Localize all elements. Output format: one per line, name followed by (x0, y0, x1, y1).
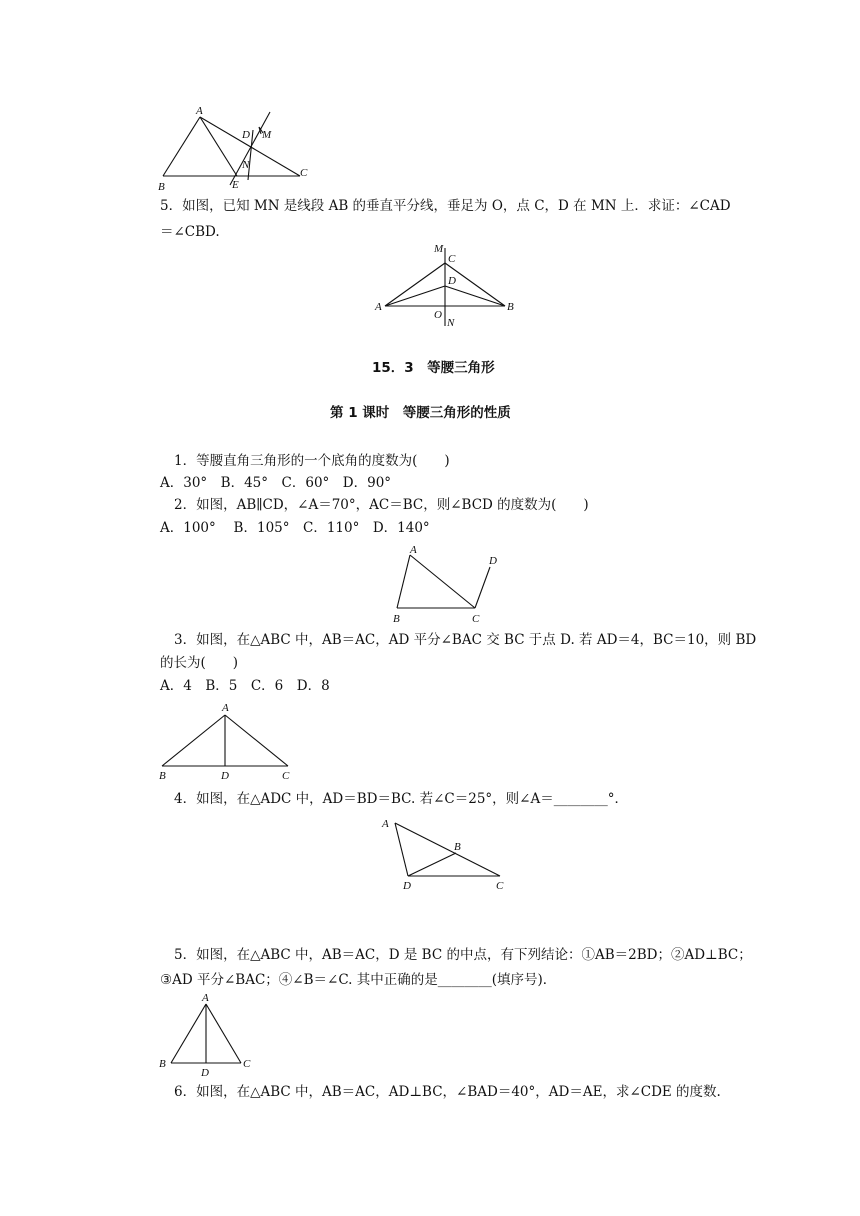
fig-top-label-n: N (242, 159, 250, 171)
q6-stem: 6．如图，在△ABC 中，AB＝AC，AD⊥BC，∠BAD＝40°，AD＝AE，求∠CDE 的度数. (174, 1084, 721, 1100)
fig-q3-label-b: B (159, 770, 166, 782)
figure-q3 (155, 700, 305, 785)
fig-q2-label-d: D (489, 555, 497, 567)
q5-line2: ③AD 平分∠BAC；④∠B＝∠C. 其中正确的是________(填序号)． (160, 972, 557, 988)
fig-q2-label-b: B (393, 613, 400, 625)
fig-q4-label-b: B (454, 841, 461, 853)
q5-line1: 5．如图，在△ABC 中，AB＝AC，D 是 BC 的中点，有下列结论：①AB＝2BD；②AD⊥BC； (174, 947, 752, 963)
fig-top-label-a: A (196, 105, 203, 117)
fig-top-label-d: D (242, 129, 250, 141)
q2-options: A．100° B．105° C．110° D．140° (160, 520, 430, 536)
fig-q4-label-d: D (403, 880, 411, 892)
fig-q3-label-a: A (222, 702, 229, 714)
q3-line1: 3．如图，在△ABC 中，AB＝AC，AD 平分∠BAC 交 BC 于点 D. 若 AD＝4，BC＝10，则 BD (174, 632, 757, 648)
fig-q2-label-c: C (472, 613, 480, 625)
fig-q5-label-b: B (159, 1058, 166, 1070)
fig-q5-label-c: C (243, 1058, 251, 1070)
figure-prev5 (370, 238, 530, 333)
figure-q4 (380, 815, 520, 895)
fig-prev5-label-c: C (448, 253, 456, 265)
fig-prev5-label-o: O (434, 309, 442, 321)
q4-stem: 4．如图，在△ADC 中，AD＝BD＝BC. 若∠C＝25°，则∠A＝________°． (174, 791, 628, 807)
fig-top-label-c: C (300, 167, 308, 179)
fig-q5-label-a: A (202, 992, 209, 1004)
figure-q2 (390, 540, 510, 625)
fig-q3-label-c: C (282, 770, 290, 782)
figure-q5 (155, 990, 265, 1080)
fig-prev5-label-a: A (375, 301, 382, 313)
fig-prev5-label-d: D (448, 275, 456, 287)
q2-stem: 2．如图，AB∥CD，∠A＝70°，AC＝BC，则∠BCD 的度数为( ) (174, 497, 589, 513)
lesson-title: 第 1 课时 等腰三角形的性质 (330, 405, 511, 421)
fig-q2-label-a: A (410, 544, 417, 556)
fig-q4-label-a: A (382, 818, 389, 830)
fig-q4-label-c: C (496, 880, 504, 892)
figure-top (150, 100, 320, 195)
fig-top-label-b: B (158, 181, 165, 193)
q3-options: A．4 B．5 C．6 D．8 (160, 678, 330, 694)
fig-q5-label-d: D (201, 1067, 209, 1079)
fig-q3-label-d: D (221, 770, 229, 782)
section-title: 15．3 等腰三角形 (372, 360, 495, 376)
fig-prev5-label-b: B (507, 301, 514, 313)
prev-q5-line1: 5．如图，已知 MN 是线段 AB 的垂直平分线，垂足为 O，点 C，D 在 MN 上．求证：∠CAD (160, 198, 731, 214)
fig-top-label-m: M (262, 129, 272, 141)
q1-stem: 1．等腰直角三角形的一个底角的度数为( ) (174, 453, 450, 469)
fig-prev5-label-n: N (447, 317, 455, 329)
q3-line2: 的长为( ) (160, 655, 239, 671)
fig-prev5-label-m: M (434, 243, 444, 255)
q1-options: A．30° B．45° C．60° D．90° (160, 475, 392, 491)
fig-top-label-e: E (232, 179, 239, 191)
prev-q5-line2: ＝∠CBD. (160, 224, 220, 240)
